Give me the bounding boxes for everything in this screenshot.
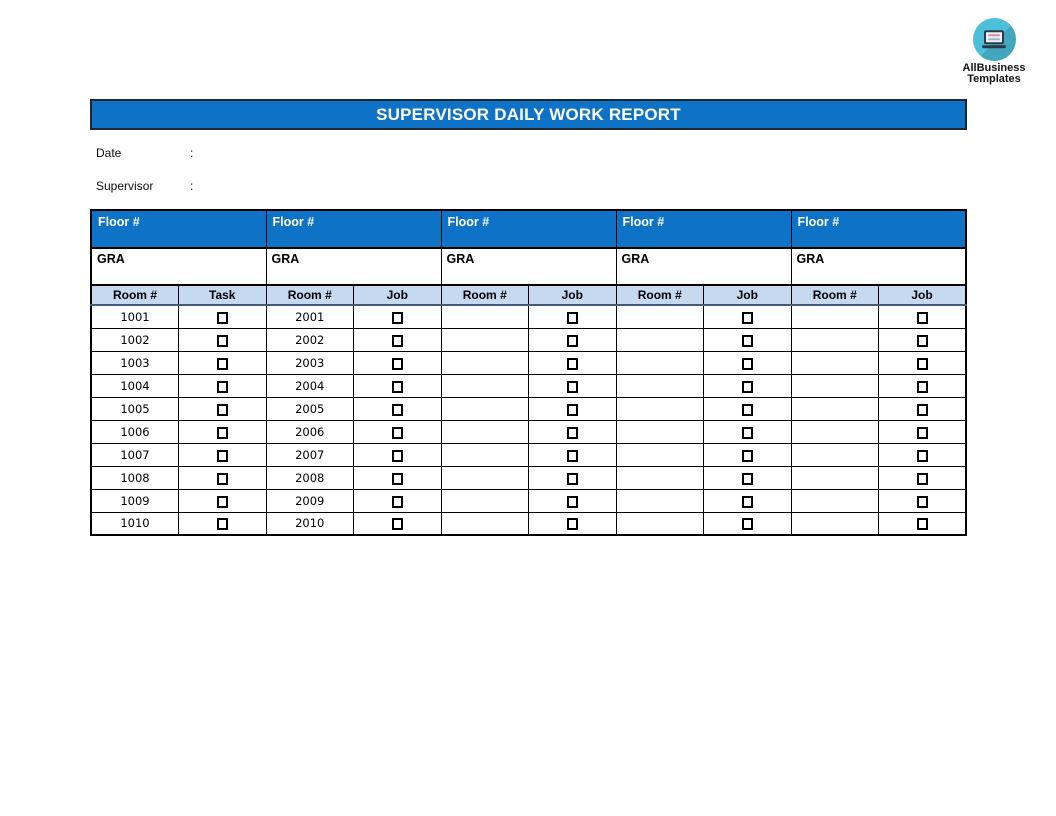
room-number-cell [441,351,529,374]
room-number-cell [441,466,529,489]
room-number-cell: 1009 [91,489,179,512]
task-checkbox[interactable] [392,404,403,416]
task-check-cell [879,489,967,512]
task-check-cell [879,443,967,466]
task-check-cell [354,512,442,535]
task-checkbox[interactable] [742,335,753,347]
task-checkbox[interactable] [217,404,228,416]
table-row [91,397,966,420]
room-number-cell [616,466,704,489]
task-check-cell [879,351,967,374]
gra-row [91,248,966,285]
task-checkbox[interactable] [917,358,928,370]
table-row [91,466,966,489]
task-check-cell [704,512,792,535]
task-check-cell [704,305,792,328]
task-check-cell [179,489,267,512]
room-number-cell [616,512,704,535]
room-number-cell: 2004 [266,374,354,397]
supervisor-field-row [96,179,194,193]
job-column-header: Job [879,285,967,305]
table-row [91,374,966,397]
gra-cell: GRA [91,248,266,285]
task-check-cell [179,420,267,443]
date-label: Date [96,146,122,160]
task-checkbox[interactable] [742,312,753,324]
task-check-cell [529,466,617,489]
room-number-cell [791,328,879,351]
gra-cell: GRA [616,248,791,285]
task-check-cell [354,374,442,397]
task-check-cell [354,351,442,374]
task-check-cell [529,512,617,535]
task-check-cell [354,466,442,489]
room-number-cell: 2008 [266,466,354,489]
task-checkbox[interactable] [392,518,403,530]
task-check-cell [529,397,617,420]
task-check-cell [704,351,792,374]
task-check-cell [179,512,267,535]
room-number-cell: 1005 [91,397,179,420]
task-checkbox[interactable] [392,358,403,370]
room-number-cell [616,351,704,374]
task-check-cell [879,466,967,489]
task-check-cell [529,374,617,397]
task-check-cell [879,328,967,351]
task-check-cell [704,328,792,351]
task-checkbox[interactable] [567,427,578,439]
room-number-cell [441,443,529,466]
table-row [91,305,966,328]
room-number-cell [791,420,879,443]
task-check-cell [529,305,617,328]
task-checkbox[interactable] [567,450,578,462]
task-checkbox[interactable] [917,496,928,508]
room-number-cell [616,374,704,397]
task-checkbox[interactable] [917,335,928,347]
job-column-header: Job [354,285,442,305]
task-checkbox[interactable] [217,358,228,370]
room-number-cell: 2005 [266,397,354,420]
task-check-cell [354,420,442,443]
task-checkbox[interactable] [217,381,228,393]
room-number-cell [791,512,879,535]
room-number-cell: 1004 [91,374,179,397]
task-checkbox[interactable] [392,496,403,508]
room-number-cell [441,489,529,512]
task-check-cell [179,397,267,420]
floor-header-cell: Floor # [91,210,266,248]
room-column-header: Room # [266,285,354,305]
table-row [91,420,966,443]
supervisor-label: Supervisor [96,179,154,193]
task-checkbox[interactable] [217,518,228,530]
allbusiness-templates-logo [961,18,1027,85]
task-checkbox[interactable] [742,381,753,393]
task-check-cell [879,374,967,397]
room-number-cell: 2001 [266,305,354,328]
date-colon: : [190,146,194,160]
task-checkbox[interactable] [742,473,753,485]
room-number-cell [616,420,704,443]
date-field-row [96,146,194,160]
room-column-header: Room # [91,285,179,305]
task-checkbox[interactable] [217,496,228,508]
laptop-icon [982,30,1006,48]
task-check-cell [879,512,967,535]
room-number-cell: 1007 [91,443,179,466]
report-table-body [91,305,966,535]
task-check-cell [179,351,267,374]
room-number-cell [441,328,529,351]
task-checkbox[interactable] [917,518,928,530]
task-check-cell [179,374,267,397]
task-checkbox[interactable] [742,450,753,462]
logo-text-line1: AllBusiness [962,62,1026,74]
room-number-cell: 1010 [91,512,179,535]
room-number-cell: 1006 [91,420,179,443]
task-checkbox[interactable] [917,312,928,324]
room-number-cell [616,328,704,351]
room-number-cell [791,305,879,328]
task-checkbox[interactable] [567,312,578,324]
task-checkbox[interactable] [917,427,928,439]
task-check-cell [354,489,442,512]
column-header-row [91,285,966,305]
gra-cell: GRA [791,248,966,285]
room-number-cell [791,374,879,397]
task-check-cell [179,443,267,466]
task-check-cell [179,466,267,489]
task-checkbox[interactable] [217,335,228,347]
table-row [91,443,966,466]
task-checkbox[interactable] [917,404,928,416]
room-number-cell [791,466,879,489]
task-check-cell [529,420,617,443]
page-title: SUPERVISOR DAILY WORK REPORT [376,104,681,124]
task-checkbox[interactable] [217,427,228,439]
room-number-cell [616,489,704,512]
task-checkbox[interactable] [567,381,578,393]
floor-header-cell: Floor # [616,210,791,248]
task-check-cell [704,420,792,443]
room-number-cell [791,397,879,420]
room-number-cell [441,305,529,328]
room-column-header: Room # [441,285,529,305]
task-checkbox[interactable] [392,335,403,347]
supervisor-colon: : [190,179,194,193]
task-checkbox[interactable] [742,404,753,416]
task-checkbox[interactable] [567,335,578,347]
room-number-cell [791,489,879,512]
task-check-cell [354,397,442,420]
table-row [91,489,966,512]
table-row [91,512,966,535]
task-checkbox[interactable] [392,427,403,439]
table-row [91,328,966,351]
task-checkbox[interactable] [742,427,753,439]
task-check-cell [529,489,617,512]
task-check-cell [704,443,792,466]
task-checkbox[interactable] [742,496,753,508]
report-table [90,209,967,536]
task-check-cell [704,466,792,489]
logo-text [961,63,1027,85]
task-checkbox[interactable] [392,473,403,485]
room-column-header: Room # [791,285,879,305]
task-checkbox[interactable] [567,518,578,530]
task-check-cell [354,328,442,351]
task-checkbox[interactable] [567,496,578,508]
room-number-cell [616,443,704,466]
floor-header-cell: Floor # [441,210,616,248]
task-checkbox[interactable] [392,381,403,393]
task-check-cell [879,420,967,443]
task-checkbox[interactable] [392,312,403,324]
task-checkbox[interactable] [742,358,753,370]
room-number-cell [616,397,704,420]
task-checkbox[interactable] [917,450,928,462]
gra-cell: GRA [441,248,616,285]
task-check-cell [704,489,792,512]
task-check-cell [704,374,792,397]
task-checkbox[interactable] [217,450,228,462]
room-number-cell [441,512,529,535]
floor-header-cell: Floor # [266,210,441,248]
task-check-cell [179,328,267,351]
task-checkbox[interactable] [917,381,928,393]
task-check-cell [179,305,267,328]
room-number-cell: 2009 [266,489,354,512]
room-number-cell [616,305,704,328]
task-checkbox[interactable] [567,473,578,485]
job-column-header: Job [704,285,792,305]
table-row [91,351,966,374]
room-number-cell: 2010 [266,512,354,535]
task-check-cell [879,397,967,420]
task-checkbox[interactable] [567,404,578,416]
task-checkbox[interactable] [742,518,753,530]
task-checkbox[interactable] [217,473,228,485]
task-checkbox[interactable] [917,473,928,485]
task-checkbox[interactable] [217,312,228,324]
logo-circle [973,18,1016,61]
task-check-cell [879,305,967,328]
room-number-cell [791,443,879,466]
floor-header-cell: Floor # [791,210,966,248]
task-check-cell [704,397,792,420]
room-number-cell: 2006 [266,420,354,443]
task-check-cell [354,305,442,328]
room-number-cell [791,351,879,374]
room-number-cell: 2007 [266,443,354,466]
task-checkbox[interactable] [567,358,578,370]
room-number-cell: 1003 [91,351,179,374]
room-number-cell: 2003 [266,351,354,374]
floor-header-row [91,210,966,248]
task-column-header: Task [179,285,267,305]
room-column-header: Room # [616,285,704,305]
logo-text-line2: Templates [967,73,1021,85]
room-number-cell: 1008 [91,466,179,489]
room-number-cell: 1001 [91,305,179,328]
title-banner [90,99,967,130]
job-column-header: Job [529,285,617,305]
room-number-cell [441,397,529,420]
room-number-cell: 2002 [266,328,354,351]
task-check-cell [354,443,442,466]
task-check-cell [529,443,617,466]
task-checkbox[interactable] [392,450,403,462]
room-number-cell [441,374,529,397]
gra-cell: GRA [266,248,441,285]
room-number-cell: 1002 [91,328,179,351]
task-check-cell [529,351,617,374]
room-number-cell [441,420,529,443]
task-check-cell [529,328,617,351]
